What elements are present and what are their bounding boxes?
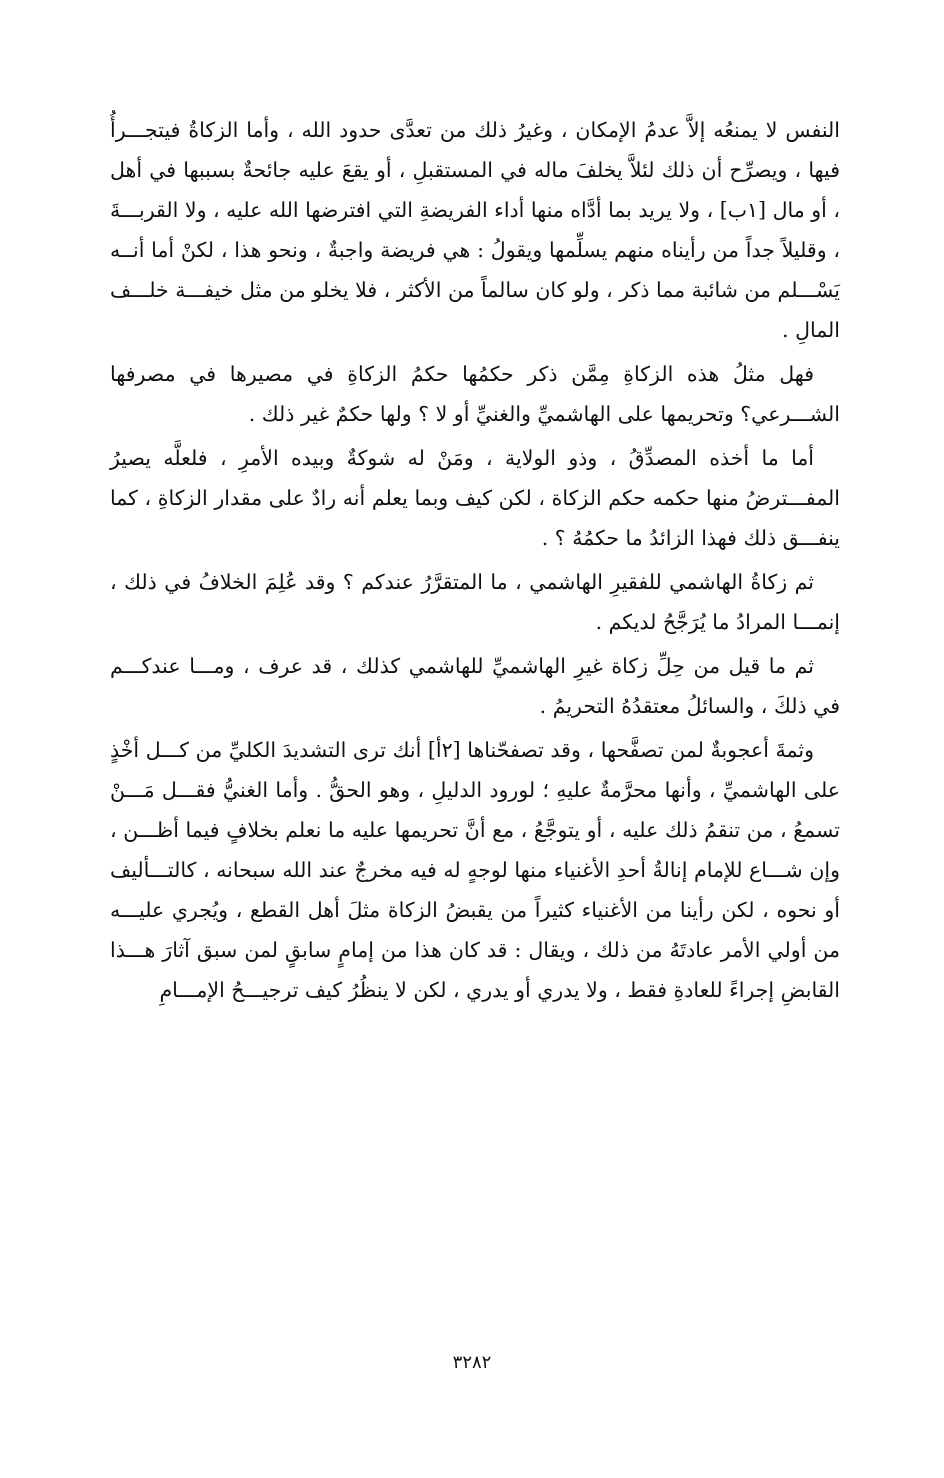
paragraph-4: ثم زكاةُ الهاشمي للفقيرِ الهاشمي ، ما المتقرَّرُ عندكم ؟ وقد عُلِمَ الخلافُ في ذلك ، إنمـــا المرادُ ما يُرَجَّحُ لديكم .: [110, 570, 840, 634]
paragraph-6: وثمةَ أعجوبةٌ لمن تصفَّحها ، وقد تصفحّناها [٢أ] أنك ترى التشديدَ الكليِّ من كـــل أخْذٍ على الهاشميِّ ، وأنها محرَّمةٌ عليهِ ؛ لورود الدليلِ ، وهو الحقُّ . وأما الغنيُّ فقـــل مَـــنْ تسمعُ ، من تنقمُ ذلك عليه ، أو يتوجَّعُ ، مع أنَّ تحريمها عليه ما نعلم بخلافٍ فيما أظـــن ، وإن شـــاع للإمام إنالةُ أحدِ الأغنياء منها لوجهٍ له فيه مخرجٌ عند الله سبحانه ، كالتـــأليف أو نحوه ، لكن رأينا من الأغنياء كثيراً من يقبضُ الزكاة مثلَ أهل القطع ، ويُجري عليـــه من أولي الأمر عادتَهُ من ذلك ، ويقال : قد كان هذا من إمامٍ سابقٍ لمن سبق آثارَ هـــذا القابضِ إجراءً للعادةِ فقط ، ولا يدري أو يدري ، لكن لا ينظُرُ كيف ترجيـــحُ الإمـــامِ: [110, 738, 840, 1002]
paragraph-2: فهل مثلُ هذه الزكاةِ مِمَّن ذكر حكمُها حكمُ الزكاةِ في مصيرها في مصرفها الشـــرعي؟ وتحريمها على الهاشميِّ والغنيِّ أو لا ؟ ولها حكمٌ غير ذلك .: [110, 362, 840, 426]
body-text: [110, 110, 840, 1014]
page-number: ٣٢٨٢: [452, 1352, 492, 1373]
paragraph-5: ثم ما قيل من حِلِّ زكاة غيرِ الهاشميِّ للهاشمي كذلك ، قد عرف ، ومـــا عندكـــم في ذلكَ ، والسائلُ معتقدُهُ التحريمُ .: [110, 654, 840, 718]
paragraph-3: أما ما أخذه المصدِّقُ ، وذو الولاية ، ومَنْ له شوكةٌ وبيده الأمرِ ، فلعلَّه يصيرُ المفـــترضُ منها حكمه حكم الزكاة ، لكن كيف وبما يعلم أنه رادٌ على مقدار الزكاةِ ، كما ينفـــق ذلك فهذا الزائدُ ما حكمُهُ ؟ .: [110, 446, 840, 550]
paragraph-1: النفس لا يمنعُه إلاَّ عدمُ الإمكان ، وغيرُ ذلك من تعدَّى حدود الله ، وأما الزكاةُ فيتجـــرأُ فيها ، ويصرِّح أن ذلك لئلاَّ يخلفَ ماله في المستقبلِ ، أو يقعَ عليه جائحةٌ بسببها في أهل ، أو مال [١ب] ، ولا يريد بما أدَّاه منها أداء الفريضةِ التي افترضها الله عليه ، ولا القربـــةَ ، وقليلاً جداً من رأيناه منهم يسلِّمها ويقولُ : هي فريضة واجبةٌ ، ونحو هذا ، لكنْ أما أنــه يَسْـــلم من شائبة مما ذكر ، ولو كان سالماً من الأكثر ، فلا يخلو من مثل خيفـــة خلـــف المالِ .: [110, 118, 840, 342]
